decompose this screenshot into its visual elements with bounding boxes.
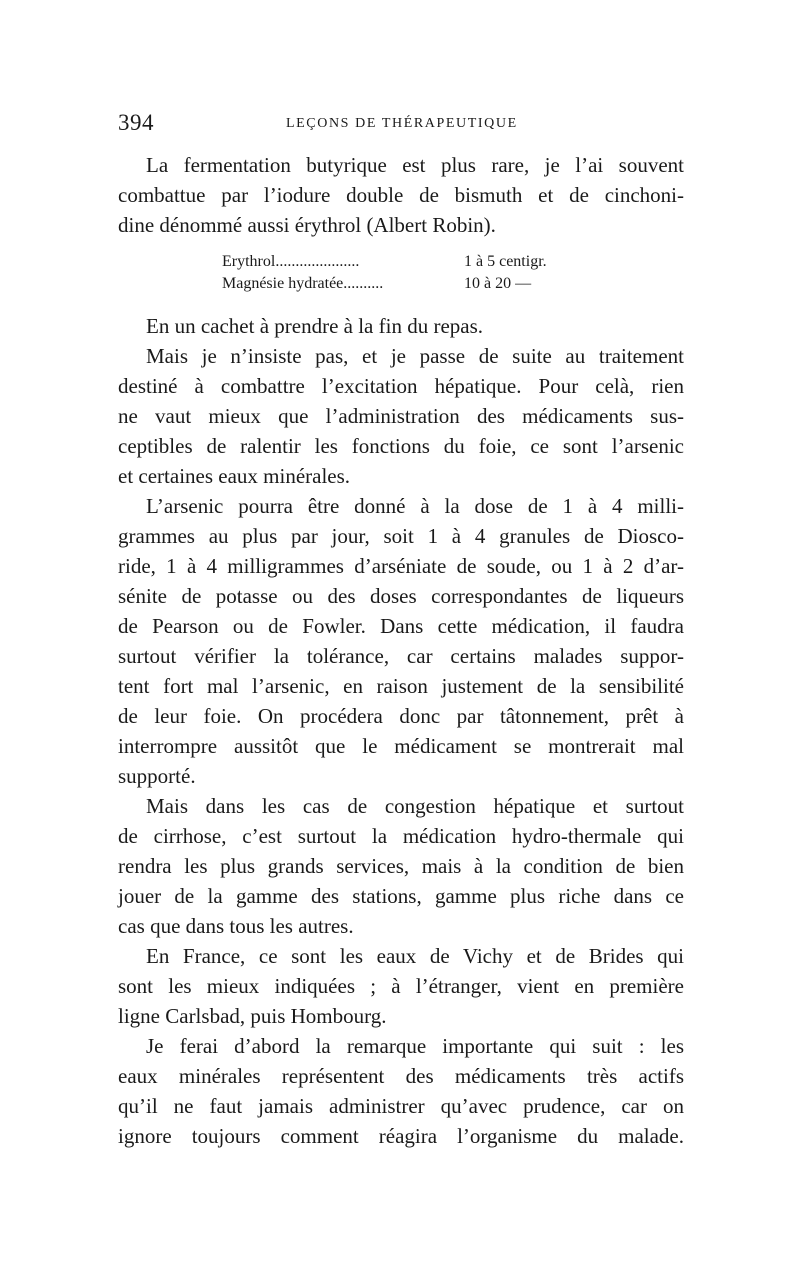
text-line: ceptibles de ralentir les fonctions du foie, ce sont l’arsenic — [118, 434, 684, 458]
intro-paragraph — [118, 150, 684, 240]
formula-row — [222, 273, 582, 295]
text-line: jouer de la gamme des stations, gamme plus riche dans ce — [118, 884, 684, 908]
body-text — [118, 311, 684, 1151]
text-line: de leur foie. On procédera donc par tâtonnement, prêt à — [118, 704, 684, 728]
text-line: dine dénommé aussi érythrol (Albert Robin). — [118, 213, 496, 237]
text-line: sont les mieux indiquées ; à l’étranger, vient en première — [118, 974, 684, 998]
text-line: Mais je n’insiste pas, et je passe de suite au traitement — [146, 344, 684, 368]
text-line: supporté. — [118, 764, 196, 788]
text-line: surtout vérifier la tolérance, car certains malades suppor- — [118, 644, 684, 668]
text-line: cas que dans tous les autres. — [118, 914, 354, 938]
text-line: destiné à combattre l’excitation hépatique. Pour celà, rien — [118, 374, 684, 398]
text-line: rendra les plus grands services, mais à la condition de bien — [118, 854, 684, 878]
text-line: tent fort mal l’arsenic, en raison justement de la sensibilité — [118, 674, 684, 698]
text-line: La fermentation butyrique est plus rare, je l’ai souvent — [146, 153, 684, 177]
text-line: ignore toujours comment réagira l’organisme du malade. — [118, 1124, 684, 1148]
text-line: de Pearson ou de Fowler. Dans cette médication, il faudra — [118, 614, 684, 638]
text-line: ride, 1 à 4 milligrammes d’arséniate de soude, ou 1 à 2 d’ar- — [118, 554, 684, 578]
text-line: En France, ce sont les eaux de Vichy et de Brides qui — [146, 944, 684, 968]
text-line: sénite de potasse ou des doses correspondantes de liqueurs — [118, 584, 684, 608]
text-line: qu’il ne faut jamais administrer qu’avec prudence, car on — [118, 1094, 684, 1118]
running-title: LEÇONS DE THÉRAPEUTIQUE — [286, 116, 518, 131]
text-line: de cirrhose, c’est surtout la médication hydro-thermale qui — [118, 824, 684, 848]
formula-dose: 1 à 5 centigr. — [464, 253, 547, 270]
formula-row — [222, 251, 582, 273]
text-line: En un cachet à prendre à la fin du repas. — [146, 314, 484, 338]
text-line: ne vaut mieux que l’administration des médicaments sus- — [118, 404, 684, 428]
formula-ingredient: Erythrol..................... — [222, 253, 360, 270]
text-line: Je ferai d’abord la remarque importante qui suit : les — [146, 1034, 684, 1058]
text-line: interrompre aussitôt que le médicament se montrerait mal — [118, 734, 684, 758]
formula-ingredient: Magnésie hydratée.......... — [222, 275, 384, 292]
text-line: Mais dans les cas de congestion hépatique et surtout — [146, 794, 684, 818]
page-header — [118, 108, 684, 138]
text-line: L’arsenic pourra être donné à la dose de 1 à 4 milli- — [146, 494, 684, 518]
page-number: 394 — [118, 110, 154, 135]
prescription-formula — [222, 251, 582, 295]
text-line: ligne Carlsbad, puis Hombourg. — [118, 1004, 387, 1028]
formula-dose: 10 à 20 — — [464, 275, 532, 292]
text-line: et certaines eaux minérales. — [118, 464, 351, 488]
text-line: combattue par l’iodure double de bismuth et de cinchoni- — [118, 183, 684, 207]
text-line: grammes au plus par jour, soit 1 à 4 granules de Diosco- — [118, 524, 684, 548]
text-line: eaux minérales représentent des médicaments très actifs — [118, 1064, 684, 1088]
